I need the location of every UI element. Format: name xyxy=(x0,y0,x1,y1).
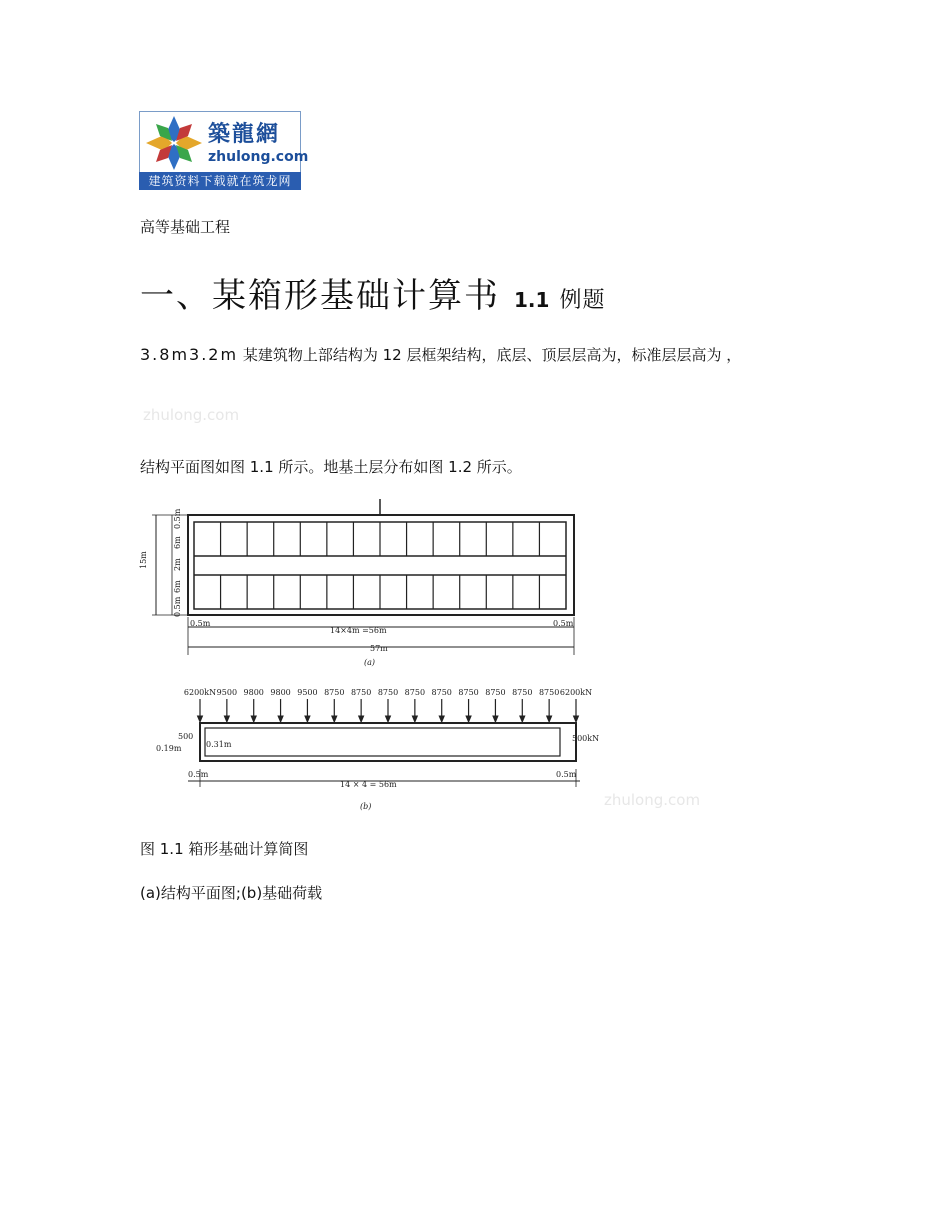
load-value-label: 8750 xyxy=(350,688,372,697)
load-arrow-head xyxy=(547,716,552,722)
load-value-label: 6200kN xyxy=(559,688,593,697)
watermark: zhulong.com xyxy=(143,406,240,424)
load-side-label: 500kN xyxy=(572,734,600,743)
load-annotations xyxy=(156,732,599,811)
plan-outer-outline xyxy=(188,515,574,615)
load-arrow-head xyxy=(359,716,364,722)
load-arrow-head xyxy=(520,716,525,722)
load-arrow-head xyxy=(198,716,203,722)
load-sub-label: (b) xyxy=(360,802,372,811)
load-left-bottom: 0.19m xyxy=(156,744,182,753)
load-arrow-head xyxy=(278,716,283,722)
plan-dim-d: 6m xyxy=(173,580,182,593)
load-edge-left: 0.5m xyxy=(188,770,209,779)
figure-subcaption: (a)结构平面图;(b)基础荷载 xyxy=(140,884,323,902)
plan-dim-a: 0.5m xyxy=(173,508,182,529)
load-inner-label: 0.31m xyxy=(206,740,232,749)
section-heading-text: 一、某箱形基础计算书 xyxy=(140,276,500,316)
figure-caption: 图 1.1 箱形基础计算简图 xyxy=(140,840,309,858)
load-arrow-head xyxy=(332,716,337,722)
load-arrow-head xyxy=(412,716,417,722)
load-value-label: 8750 xyxy=(324,688,345,697)
load-edge-right: 0.5m xyxy=(556,770,577,779)
course-title: 高等基础工程 xyxy=(140,218,231,236)
load-value-label: 8750 xyxy=(458,688,479,697)
load-value-label: 8750 xyxy=(404,688,426,697)
paragraph-text: 某建筑物上部结构为 12 层框架结构，底层、顶层层高为，标准层层高为 ， xyxy=(242,346,742,364)
paragraph-structure xyxy=(140,340,820,370)
load-left-top: 500 xyxy=(178,732,194,741)
load-value-label: 9500 xyxy=(297,688,318,697)
zhulong-logo xyxy=(139,111,309,190)
section-number: 1.1 xyxy=(514,288,550,312)
figure-1-1 xyxy=(140,495,610,815)
plan-dim-c: 2m xyxy=(173,558,182,571)
load-labels xyxy=(184,688,592,697)
plan-total-label: 57m xyxy=(370,644,388,653)
load-value-label: 8750 xyxy=(485,688,506,697)
logo-frame xyxy=(139,111,309,173)
load-arrow-head xyxy=(386,716,391,722)
plan-labels xyxy=(139,508,574,667)
load-diagram xyxy=(188,699,580,787)
load-value-label: 9500 xyxy=(216,688,238,697)
load-value-label: 8750 xyxy=(512,688,533,697)
load-arrow-head xyxy=(305,716,310,722)
beam-inner xyxy=(205,728,560,756)
paragraph-measure: 3.8m3.2m xyxy=(140,345,239,364)
beam-outline xyxy=(200,723,576,761)
load-arrow-head xyxy=(466,716,471,722)
plan-edge-left: 0.5m xyxy=(190,619,211,628)
plan-dim-b: 6m xyxy=(173,536,182,549)
grid-lines xyxy=(221,522,540,609)
plan-height-label: 15m xyxy=(139,551,148,569)
section-heading xyxy=(140,268,605,317)
plan-edge-right: 0.5m xyxy=(553,619,574,628)
paragraph-plan-reference: 结构平面图如图 1.1 所示。地基土层分布如图 1.2 所示。 xyxy=(140,458,522,476)
load-value-label: 6200kN xyxy=(183,688,217,697)
logo-brand-domain: zhulong.com xyxy=(208,149,309,165)
logo-slogan: 建筑资料下载就在筑龙网 xyxy=(139,172,301,190)
plan-sub-label: (a) xyxy=(364,658,376,667)
load-value-label: 9800 xyxy=(243,688,264,697)
plan-span-label: 14×4m =56m xyxy=(330,626,387,635)
section-subtitle: 例题 xyxy=(559,288,606,313)
load-value-label: 8750 xyxy=(377,688,399,697)
watermark-figure: zhulong.com xyxy=(604,791,701,809)
logo-emblem-icon xyxy=(144,114,204,172)
load-arrow-head xyxy=(224,716,229,722)
load-arrow-head xyxy=(439,716,444,722)
load-arrow-head xyxy=(251,716,256,722)
load-value-label: 8750 xyxy=(431,688,452,697)
plan-dim-e: 0.5m xyxy=(173,596,182,617)
load-value-label: 9800 xyxy=(270,688,291,697)
load-span-label: 14 × 4 = 56m xyxy=(340,780,397,789)
logo-brand-chinese: 築龍網 xyxy=(208,121,281,147)
load-arrows xyxy=(198,699,579,722)
load-arrow-head xyxy=(493,716,498,722)
load-value-label: 8750 xyxy=(538,688,560,697)
load-arrow-head xyxy=(574,716,579,722)
